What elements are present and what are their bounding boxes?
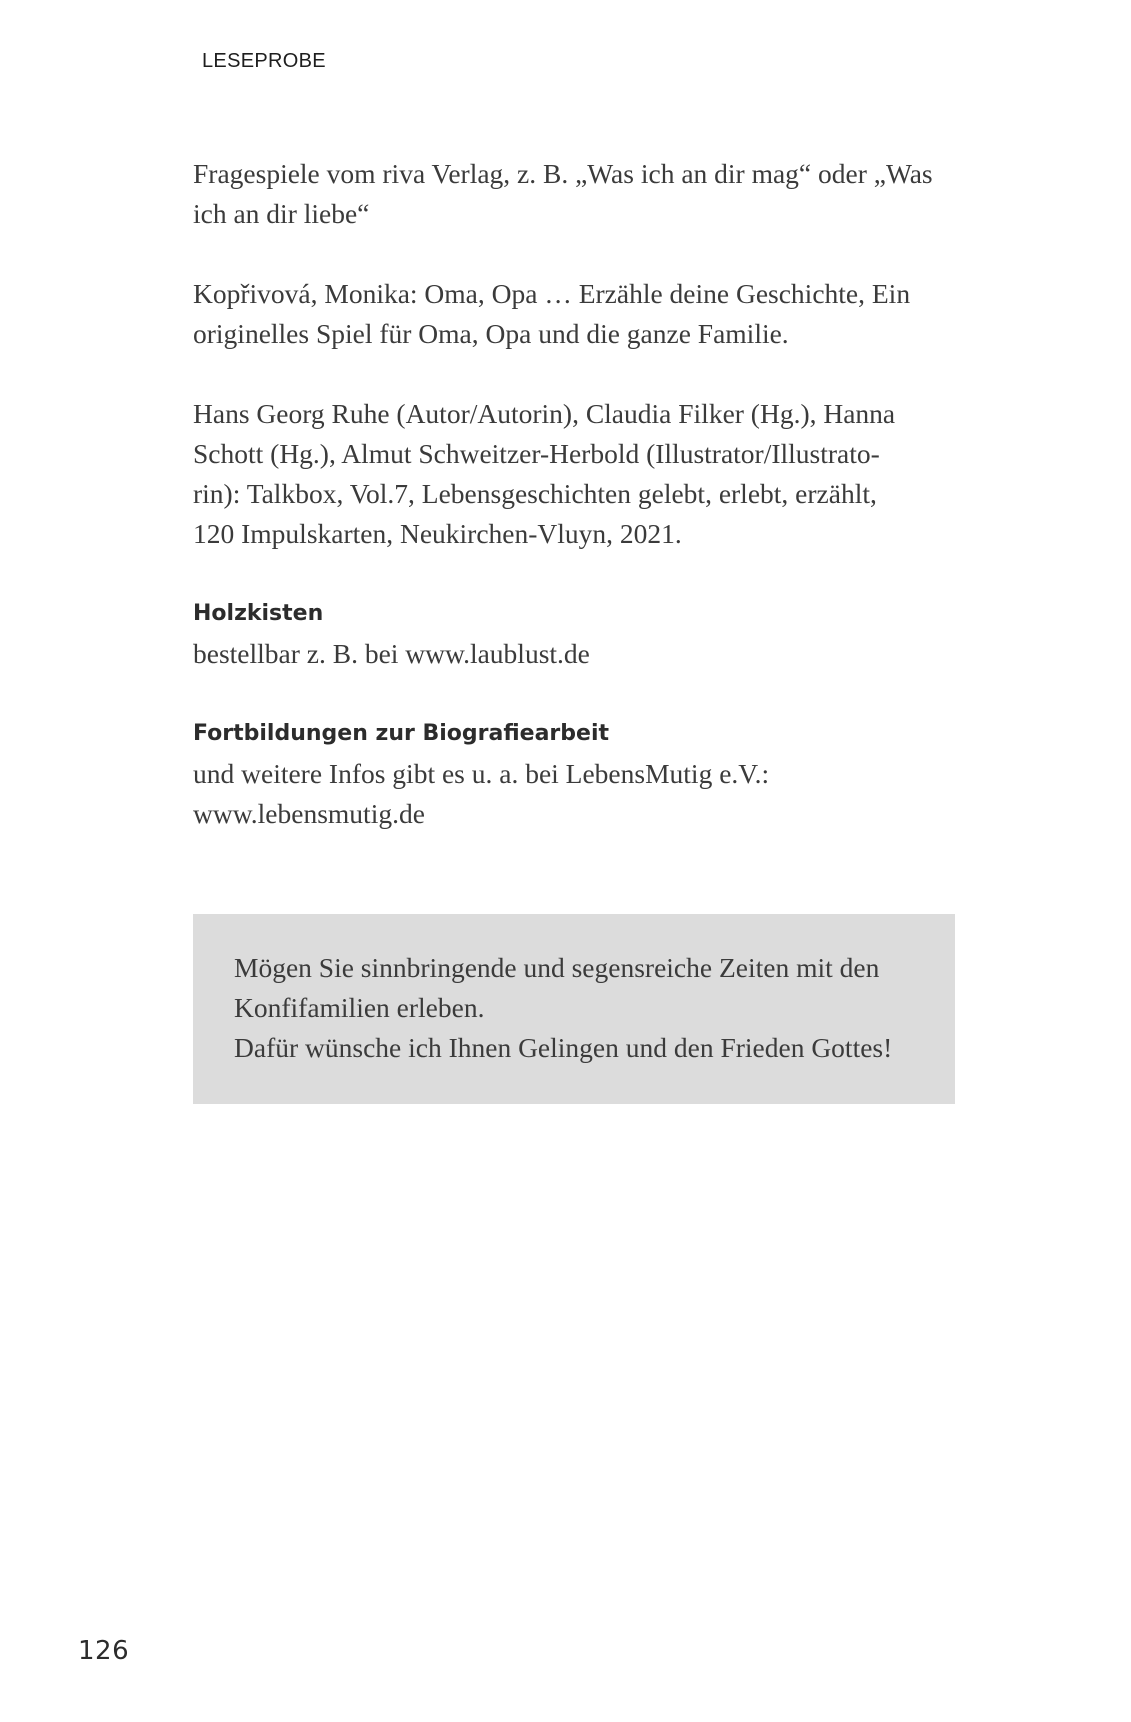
text-line: Fragespiele vom riva Verlag, z. B. „Was ich an dir mag“ oder „Was — [193, 158, 933, 189]
section-heading: Fortbildungen zur Biografiearbeit — [193, 721, 610, 746]
text-line: originelles Spiel für Oma, Opa und die ganze Familie. — [193, 318, 789, 349]
reference-entry — [193, 154, 955, 234]
text-line: Schott (Hg.), Almut Schweitzer-Herbold (Illustrator/Illustrato- — [193, 438, 880, 469]
reference-entry — [193, 394, 955, 554]
text-line: Dafür wünsche ich Ihnen Gelingen und den Frieden Gottes! — [234, 1032, 893, 1063]
header-label: LESEPROBE — [202, 50, 326, 72]
page-number: 126 — [78, 1636, 130, 1666]
text-line: Hans Georg Ruhe (Autor/Autorin), Claudia Filker (Hg.), Hanna — [193, 398, 896, 429]
reference-entry — [193, 274, 955, 354]
section-heading: Holzkisten — [193, 601, 324, 626]
section-fortbildungen — [193, 714, 955, 834]
text-line: bestellbar z. B. bei www.laublust.de — [193, 638, 590, 669]
text-line: Kopřivová, Monika: Oma, Opa … Erzähle deine Geschichte, Ein — [193, 278, 911, 309]
text-line: ich an dir liebe“ — [193, 198, 370, 229]
text-line: www.lebensmutig.de — [193, 798, 425, 829]
text-line: und weitere Infos gibt es u. a. bei LebensMutig e.V.: — [193, 758, 770, 789]
text-line: Konfifamilien erleben. — [234, 992, 485, 1023]
text-line: 120 Impulskarten, Neukirchen-Vluyn, 2021. — [193, 518, 682, 549]
page-content — [193, 154, 955, 874]
section-holzkisten — [193, 594, 955, 674]
text-line: rin): Talkbox, Vol.7, Lebensgeschichten gelebt, erlebt, erzählt, — [193, 478, 877, 509]
text-line: Mögen Sie sinnbringende und segensreiche Zeiten mit den — [234, 952, 880, 983]
closing-box — [193, 914, 955, 1104]
